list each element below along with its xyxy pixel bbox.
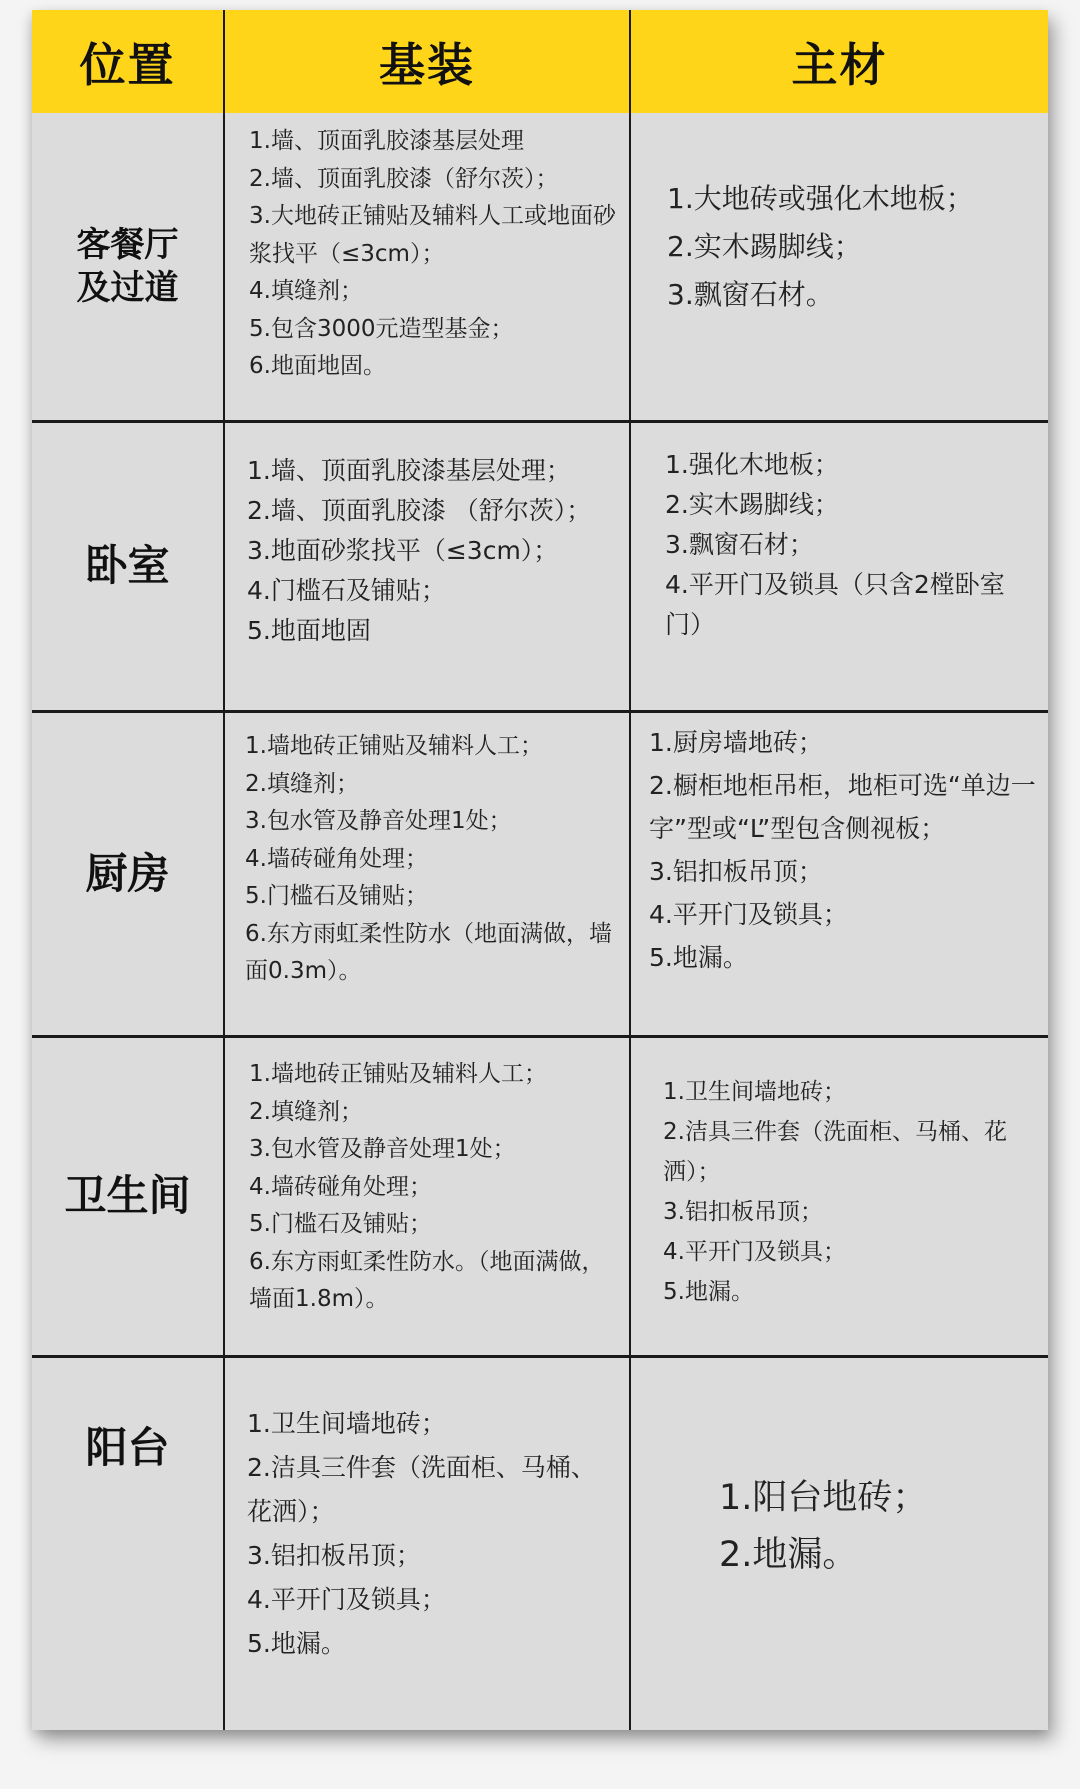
basic-list xyxy=(249,1056,617,1319)
list-item: 4.平开门及锁具（只含2樘卧室门） xyxy=(665,570,1005,639)
list-item: 5.包含3000元造型基金； xyxy=(249,315,514,342)
list-item: 5.地漏。 xyxy=(649,943,748,972)
row-bathroom-basic xyxy=(225,1038,631,1358)
list-item: 3.包水管及静音处理1处； xyxy=(245,808,512,834)
list-item: 1.强化木地板； xyxy=(665,450,839,479)
list-item: 1.墙地砖正铺贴及辅料人工； xyxy=(245,733,543,759)
list-item: 2.洁具三件套（洗面柜、马桶、花洒）； xyxy=(663,1119,1007,1185)
list-item: 2.洁具三件套（洗面柜、马桶、花洒）； xyxy=(247,1453,596,1526)
list-item: 2.墙、顶面乳胶漆（舒尔茨）； xyxy=(249,165,559,192)
list-item: 4.平开门及锁具； xyxy=(663,1239,846,1265)
main-list xyxy=(719,1470,1036,1584)
main-list xyxy=(649,721,1036,979)
list-item: 6.地面地固。 xyxy=(249,353,386,379)
list-item: 4.填缝剂； xyxy=(249,278,363,304)
list-item: 4.墙砖碰角处理； xyxy=(245,845,428,872)
row-bathroom-position xyxy=(32,1038,225,1358)
row-balcony-position xyxy=(32,1358,225,1730)
renovation-table xyxy=(32,10,1048,1730)
row-balcony-basic xyxy=(225,1358,631,1730)
table-grid xyxy=(32,10,1048,1730)
position-label: 厨房 xyxy=(85,848,170,898)
list-item: 1.墙、顶面乳胶漆基层处理； xyxy=(247,456,571,485)
basic-list xyxy=(245,728,617,991)
list-item: 4.平开门及锁具； xyxy=(649,900,848,929)
list-item: 1.阳台地砖； xyxy=(719,1478,928,1518)
main-list xyxy=(667,175,1036,319)
row-kitchen-basic xyxy=(225,713,631,1038)
list-item: 5.门槛石及铺贴； xyxy=(249,1211,432,1237)
position-label: 客餐厅及过道 xyxy=(76,225,179,308)
row-living-position xyxy=(32,113,225,423)
list-item: 2.橱柜地柜吊柜，地柜可选“单边一字”型或“L”型包含侧视板； xyxy=(649,771,1036,843)
list-item: 1.卫生间墙地砖； xyxy=(663,1079,846,1105)
list-item: 2.填缝剂； xyxy=(249,1098,363,1125)
position-label: 卫生间 xyxy=(64,1171,191,1221)
row-balcony-main xyxy=(631,1358,1048,1730)
list-item: 3.铝扣板吊顶； xyxy=(663,1199,823,1225)
main-list xyxy=(665,445,1034,645)
list-item: 3.地面砂浆找平（≤3cm）； xyxy=(247,536,559,565)
header-position-text: 位置 xyxy=(79,37,176,92)
list-item: 4.墙砖碰角处理； xyxy=(249,1173,432,1200)
list-item: 3.铝扣板吊顶； xyxy=(649,857,823,886)
list-item: 3.包水管及静音处理1处； xyxy=(249,1136,516,1162)
list-item: 3.飘窗石材。 xyxy=(667,278,834,311)
list-item: 6.东方雨虹柔性防水（地面满做，墙面0.3m）。 xyxy=(245,920,612,984)
row-kitchen-main xyxy=(631,713,1048,1038)
row-bedroom-position xyxy=(32,423,225,713)
position-label: 阳台 xyxy=(85,1423,170,1472)
row-living-basic xyxy=(225,113,631,423)
header-basic xyxy=(225,10,631,113)
list-item: 2.实木踢脚线； xyxy=(667,230,862,263)
list-item: 3.铝扣板吊顶； xyxy=(247,1541,421,1570)
row-bathroom-main xyxy=(631,1038,1048,1358)
list-item: 3.飘窗石材； xyxy=(665,530,814,559)
list-item: 1.墙地砖正铺贴及辅料人工； xyxy=(249,1061,547,1087)
list-item: 5.地漏。 xyxy=(663,1279,754,1305)
position-label: 卧室 xyxy=(85,541,170,591)
list-item: 5.地漏。 xyxy=(247,1629,346,1658)
list-item: 2.实木踢脚线； xyxy=(665,490,839,519)
basic-list xyxy=(247,1402,609,1666)
list-item: 4.平开门及锁具； xyxy=(247,1585,446,1614)
row-kitchen-position xyxy=(32,713,225,1038)
header-main-text: 主材 xyxy=(791,37,888,92)
row-living-main xyxy=(631,113,1048,423)
list-item: 6.东方雨虹柔性防水。（地面满做，墙面1.8m）。 xyxy=(249,1248,605,1312)
list-item: 1.大地砖或强化木地板； xyxy=(667,182,974,215)
list-item: 1.厨房墙地砖； xyxy=(649,728,823,757)
main-list xyxy=(663,1072,1034,1312)
list-item: 2.地漏。 xyxy=(719,1535,858,1575)
header-basic-text: 基装 xyxy=(379,37,475,92)
basic-list xyxy=(247,451,617,651)
row-bedroom-main xyxy=(631,423,1048,713)
header-main xyxy=(631,10,1048,113)
list-item: 1.墙、顶面乳胶漆基层处理 xyxy=(249,128,524,154)
list-item: 2.填缝剂； xyxy=(245,770,359,797)
row-bedroom-basic xyxy=(225,423,631,713)
list-item: 2.墙、顶面乳胶漆 （舒尔茨）； xyxy=(247,496,592,525)
list-item: 4.门槛石及铺贴； xyxy=(247,576,446,605)
list-item: 3.大地砖正铺贴及辅料人工或地面砂浆找平（≤3cm）； xyxy=(249,203,616,267)
basic-list xyxy=(249,123,617,386)
list-item: 5.地面地固 xyxy=(247,616,371,645)
list-item: 5.门槛石及铺贴； xyxy=(245,883,428,909)
list-item: 1.卫生间墙地砖； xyxy=(247,1409,446,1438)
header-position xyxy=(32,10,225,113)
